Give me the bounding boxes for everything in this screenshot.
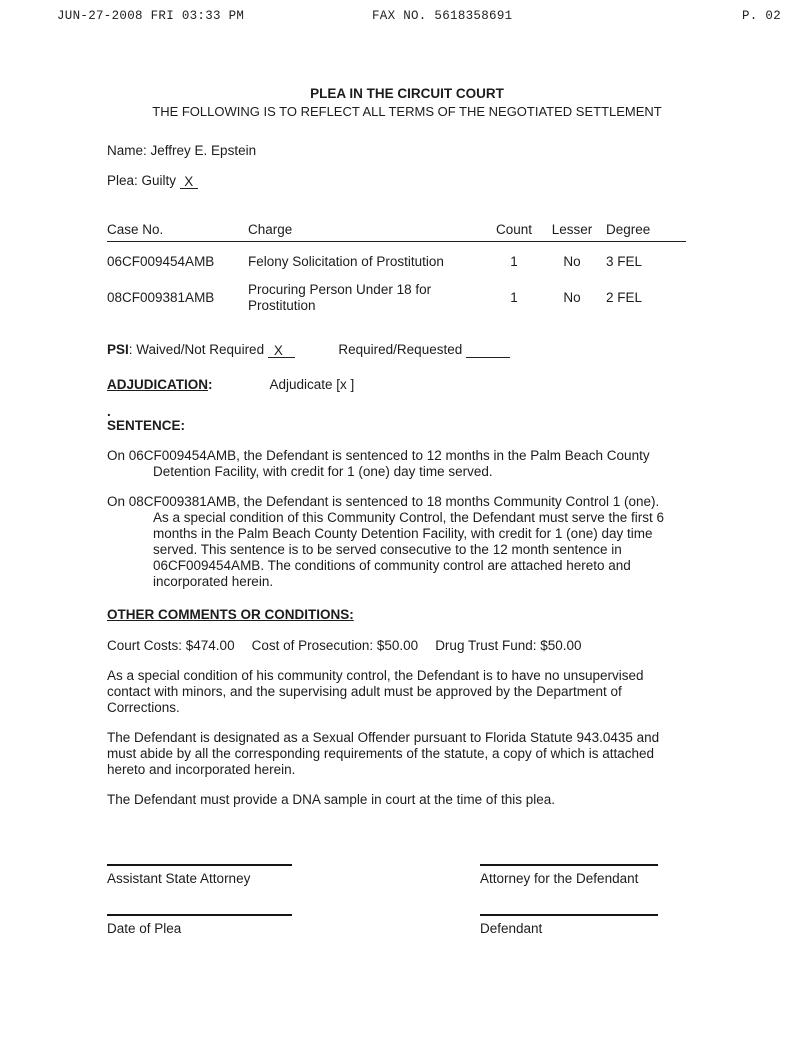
fax-number: FAX NO. 5618358691 bbox=[372, 9, 513, 23]
signature-label: Date of Plea bbox=[107, 921, 182, 936]
psi-waived-mark: X bbox=[268, 343, 295, 358]
signature-line bbox=[107, 864, 292, 866]
cell-degree: 2 FEL bbox=[606, 290, 643, 305]
psi-line bbox=[107, 342, 707, 358]
psi-required-blank bbox=[466, 343, 510, 358]
cell-degree: 3 FEL bbox=[606, 254, 643, 269]
prosecution-cost-value: Cost of Prosecution: $50.00 bbox=[251, 638, 419, 653]
signature-label: Assistant State Attorney bbox=[107, 871, 251, 886]
signature-line bbox=[480, 914, 658, 916]
col-header-count: Count bbox=[490, 222, 538, 242]
cell-case-no: 06CF009454AMB bbox=[107, 254, 215, 269]
costs-line bbox=[107, 638, 707, 654]
document-title: PLEA IN THE CIRCUIT COURT bbox=[310, 86, 504, 101]
signature-column-right bbox=[480, 864, 680, 937]
cell-case-no: 08CF009381AMB bbox=[107, 290, 215, 305]
sentence-paragraph: On 06CF009454AMB, the Defendant is sentenced to 12 months in the Palm Beach County Detention Facility, with credit for 1 (one) day time served. bbox=[107, 448, 650, 479]
stray-mark: . bbox=[107, 404, 111, 419]
signature-line bbox=[480, 864, 658, 866]
signature-group bbox=[107, 914, 292, 937]
signature-column-left bbox=[107, 864, 292, 937]
adjudication-label: ADJUDICATION bbox=[107, 377, 208, 392]
drug-trust-fund-value: Drug Trust Fund: $50.00 bbox=[435, 638, 582, 653]
document-subtitle: THE FOLLOWING IS TO REFLECT ALL TERMS OF THE NEGOTIATED SETTLEMENT bbox=[152, 104, 662, 119]
signature-group bbox=[480, 914, 680, 937]
fax-page-number: P. 02 bbox=[742, 9, 782, 23]
plea-mark: X bbox=[180, 174, 198, 189]
name-value: Jeffrey E. Epstein bbox=[150, 143, 257, 158]
signature-section bbox=[107, 864, 707, 937]
condition-paragraph: The Defendant is designated as a Sexual Offender pursuant to Florida Statute 943.0435 and must abide by all the corresponding requirements of the statute, a copy of which is attached hereto and incorporated herein. bbox=[107, 730, 660, 777]
cell-lesser: No bbox=[563, 254, 581, 269]
signature-group bbox=[107, 864, 292, 887]
name-line bbox=[107, 143, 707, 159]
psi-waived-label: : Waived/Not Required bbox=[128, 342, 265, 357]
col-header-lesser: Lesser bbox=[538, 222, 606, 242]
signature-label: Defendant bbox=[480, 921, 543, 936]
plea-label: Plea: Guilty bbox=[107, 173, 177, 188]
table-row bbox=[107, 242, 686, 271]
signature-spacer bbox=[292, 864, 480, 937]
psi-required-label: Required/Requested bbox=[338, 342, 463, 357]
col-header-charge: Charge bbox=[248, 222, 490, 242]
col-header-degree: Degree bbox=[606, 222, 686, 242]
cell-charge: Felony Solicitation of Prostitution bbox=[248, 254, 444, 269]
col-header-case-no: Case No. bbox=[107, 222, 248, 242]
table-row bbox=[107, 270, 686, 314]
sentence-paragraph: On 08CF009381AMB, the Defendant is sentenced to 18 months Community Control 1 (one). As a special condition of this Community Control, the Defendant must serve the first 6 months in the Palm Beach County Detention Facility, with credit for 1 (one) day time served. This sentence is to be served consecutive to the 12 month sentence in 06CF009454AMB. The conditions of community control are attached hereto and incorporated herein. bbox=[107, 494, 664, 589]
signature-line bbox=[107, 914, 292, 916]
condition-paragraph: As a special condition of his community control, the Defendant is to have no unsupervised contact with minors, and the supervising adult must be approved by the Department of Corrections. bbox=[107, 668, 644, 715]
psi-label: PSI bbox=[107, 342, 129, 357]
cell-count: 1 bbox=[510, 254, 518, 269]
adjudication-colon: : bbox=[208, 377, 213, 392]
signature-label: Attorney for the Defendant bbox=[480, 871, 639, 886]
cell-charge: Procuring Person Under 18 for Prostitution bbox=[248, 282, 432, 313]
sentence-heading: SENTENCE: bbox=[107, 418, 186, 433]
adjudication-line bbox=[107, 377, 707, 393]
court-costs-value: Court Costs: $474.00 bbox=[107, 638, 235, 653]
signature-group bbox=[480, 864, 680, 887]
fax-datetime: JUN-27-2008 FRI 03:33 PM bbox=[57, 9, 245, 23]
condition-paragraph: The Defendant must provide a DNA sample in court at the time of this plea. bbox=[107, 792, 555, 807]
fax-header bbox=[0, 0, 812, 30]
plea-line bbox=[107, 173, 707, 189]
name-label: Name: bbox=[107, 143, 147, 158]
document-body bbox=[107, 86, 707, 937]
charges-header-row bbox=[107, 222, 686, 242]
title-block bbox=[107, 86, 707, 120]
other-comments-heading: OTHER COMMENTS OR CONDITIONS: bbox=[107, 607, 354, 622]
adjudication-value: Adjudicate [x ] bbox=[269, 377, 355, 392]
cell-lesser: No bbox=[563, 290, 581, 305]
adjudication-label-wrap bbox=[107, 377, 213, 393]
charges-table bbox=[107, 222, 686, 314]
cell-count: 1 bbox=[510, 290, 518, 305]
